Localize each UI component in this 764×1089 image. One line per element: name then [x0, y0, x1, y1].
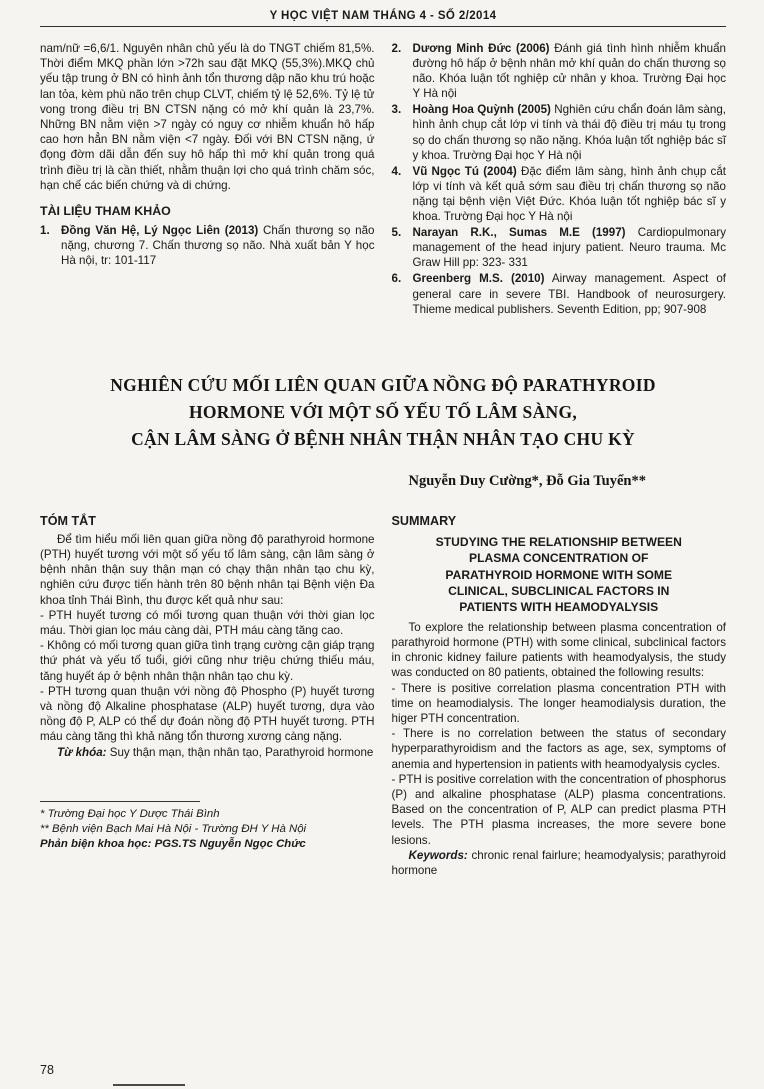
footnote-affiliation-2: ** Bệnh viện Bạch Mai Hà Nội - Trường ĐH Y Hà Nội [40, 822, 307, 835]
tom-tat-paragraph-4: - PTH tương quan thuận với nồng độ Phospho (P) huyết tương và nồng độ Alkaline phosphatase (ALP) huyết tương, dựa vào nồng độ P, ALP có thể dự đoán nồng độ PTH huyết tương. PTH máu càng tăng thì khả năng tổn thương xương càng nặng. [40, 684, 375, 744]
summary-paragraph-1: To explore the relationship between plasma concentration of parathyroid hormone (PTH) with some clinical, subclinical factors in chronic kidney failure patients with heamodyalysis, the study was conducted on 80 patients, obtained the following results: [391, 620, 726, 680]
journal-header: Y HỌC VIỆT NAM THÁNG 4 - SỐ 2/2014 [269, 10, 497, 22]
abstract-left-column [40, 514, 375, 878]
article-title [40, 372, 726, 453]
article-title-line-3: CẬN LÂM SÀNG Ở BỆNH NHÂN THẬN NHÂN TẠO CHU KỲ [131, 428, 635, 449]
reference-number: 5. [391, 226, 402, 240]
summary-subtitle: STUDYING THE RELATIONSHIP BETWEEN PLASMA CONCENTRATION OF PARATHYROID HORMONE WITH SOME CLINICAL, SUBCLINICAL FACTORS IN PATIENTS WITH HEAMODYALYSIS [435, 534, 682, 615]
reference-text: Vũ Ngọc Tú (2004) Đặc điểm lâm sàng, hình ảnh chụp cắt lớp vi tính và kết quả sớm sau điều trị chấn thương sọ não nặng tại bệnh viện Việt Đức. Khóa luận tốt nghiệp bác sĩ y khoa. Trường Đại học Y Hà nội [412, 164, 726, 224]
summary-heading: SUMMARY [391, 513, 457, 528]
top-left-column [40, 41, 375, 318]
tom-tat-paragraph-2: - PTH huyết tương có mối tương quan thuận với thời gian lọc máu. Thời gian lọc máu càng dài, PTH máu càng tăng cao. [40, 608, 375, 637]
summary-paragraph-2: - There is positive correlation plasma concentration PTH with time on heamodialysis. The longer heamodialysis duration, the higer PTH concentration. [391, 681, 726, 725]
reference-text: Narayan R.K., Sumas M.E (1997) Cardiopulmonary management of the head injury patient. Neuro trauma. Mc Graw Hill pp: 323- 331 [412, 226, 726, 270]
reference-item-6 [392, 271, 727, 316]
abstract-section [40, 514, 726, 878]
reference-number: 2. [391, 42, 402, 55]
tom-tat-paragraph-1: Để tìm hiểu mối liên quan giữa nồng độ parathyroid hormone (PTH) huyết tương với một số yếu tố lâm sàng, cận lâm sàng ở bệnh nhân thận suy thận mạn có chạy thận nhân tạo chu kỳ, nghiên cứu được tiến hành trên 80 bệnh nhân tại Bệnh viện Đa khoa tỉnh Thái Bình, thu được kết quả như sau: [40, 532, 375, 607]
reference-number: 1. [40, 224, 50, 238]
tom-tat-paragraph-3: - Không có mối tương quan giữa tình trạng cường cận giáp trạng thứ phát và yếu tố tuổi, giới cũng như triệu chứng thiếu máu, tăng huyết áp ở bệnh nhân thận nhân tạo chu kỳ. [40, 639, 375, 683]
scan-artifact-line [113, 1084, 185, 1086]
closing-paragraph: nam/nữ =6,6/1. Nguyên nhân chủ yếu là do TNGT chiếm 81,5%. Thời điểm MKQ phần lớn >72h sau đặt MKQ (55,3%).MKQ chủ yếu tập trung ở BN có hình ảnh tổn thương dập não khu trú hoặc lan tỏa, kèm phù não trên chụp CLVT, chiếm tỷ lệ 52,6%. Tỷ lệ tử vong trong điều trị BN CTSN nặng có mở khí quản là 23,7%. Những BN nằm viện >7 ngày có nguy cơ nhiễm khuẩn hô hấp cao hơn hẳn BN nằm viện <7 ngày. Đối với BN CTSN nặng, ứ đọng đờm dãi dẫn đến suy hô hấp thì mở khí quản trong quá trình điều trị là cần thiết, nhằm thuận lợi cho quá trình chăm sóc, hạn chế các biến chứng và di chứng. [40, 42, 375, 192]
reference-item-5 [392, 225, 727, 270]
reference-text: Hoàng Hoa Quỳnh (2005) Nghiên cứu chẩn đoán lâm sàng, hình ảnh chụp cắt lớp vi tính và thái độ điều trị máu tụ trong sọ do chấn thương sọ não nặng. Khóa luận tốt nghiệp bác sĩ y khoa. Trường Đại học Y Hà nội [412, 103, 727, 162]
article-title-line-1: NGHIÊN CỨU MỐI LIÊN QUAN GIỮA NỒNG ĐỘ PARATHYROID [110, 374, 656, 395]
reference-item-2 [392, 41, 727, 101]
reference-text: Đồng Văn Hệ, Lý Ngọc Liên (2013) Chấn thương sọ não nặng, chương 7. Chấn thương sọ não. Nhà xuất bản Y học Hà nội, tr: 101-117 [61, 224, 375, 268]
tom-tat-heading: TÓM TẮT [40, 513, 96, 528]
footnote-affiliation-1: * Trường Đại học Y Dược Thái Bình [40, 807, 220, 820]
reference-number: 6. [391, 272, 402, 286]
summary-paragraph-3: - There is no correlation between the status of secondary hyperparathyroidism and the factors as age, sex, symptoms of anemia and hypertension in patients with heamodyalysis cycles. [391, 727, 726, 771]
reference-item-1 [40, 223, 375, 268]
abstract-right-column [392, 514, 727, 878]
top-right-column [392, 41, 727, 318]
footnotes-block [40, 795, 375, 879]
article-title-line-2: HORMONE VỚI MỘT SỐ YẾU TỐ LÂM SÀNG, [188, 401, 578, 422]
footnote-reviewer: Phản biện khoa học: PGS.TS Nguyễn Ngọc Chức [40, 837, 306, 850]
reference-number: 3. [391, 103, 402, 117]
top-section [40, 41, 726, 318]
footnote-rule [40, 801, 200, 802]
article-authors: Nguyễn Duy Cường*, Đỗ Gia Tuyển** [408, 472, 646, 489]
reference-text: Dương Minh Đức (2006) Đánh giá tình hình nhiễm khuẩn đường hô hấp ở bệnh nhân mở khí quản do chấn thương sọ não. Khóa luận tốt nghiệp cử nhân y khoa. Trường Đại học Y Hà nội [412, 42, 726, 101]
tom-tat-keywords: Từ khóa: Suy thận mạn, thận nhân tạo, Parathyroid hormone [57, 745, 374, 759]
header-rule [40, 26, 726, 27]
summary-paragraph-4: - PTH is positive correlation with the concentration of phosphorus (P) and alkaline phosphatase (ALP) plasma concentrations. Based on the concentration of P, ALP can predict plasma PTH levels. The PTH plasma increases, the more severe bone lesions. [391, 772, 726, 847]
reference-number: 4. [391, 164, 402, 178]
references-heading: TÀI LIỆU THAM KHẢO [40, 204, 171, 219]
reference-item-4 [392, 164, 727, 224]
reference-text: Greenberg M.S. (2010) Airway management. Aspect of general care in severe TBI. Handbook of neurosurgery. Thieme medical publishers. Seventh Edition, pp; 907-908 [412, 272, 726, 316]
reference-item-3 [392, 102, 727, 162]
summary-keywords: Keywords: chronic renal fairlure; heamodyalysis; parathyroid hormone [391, 848, 726, 877]
page-number: 78 [40, 1063, 54, 1077]
